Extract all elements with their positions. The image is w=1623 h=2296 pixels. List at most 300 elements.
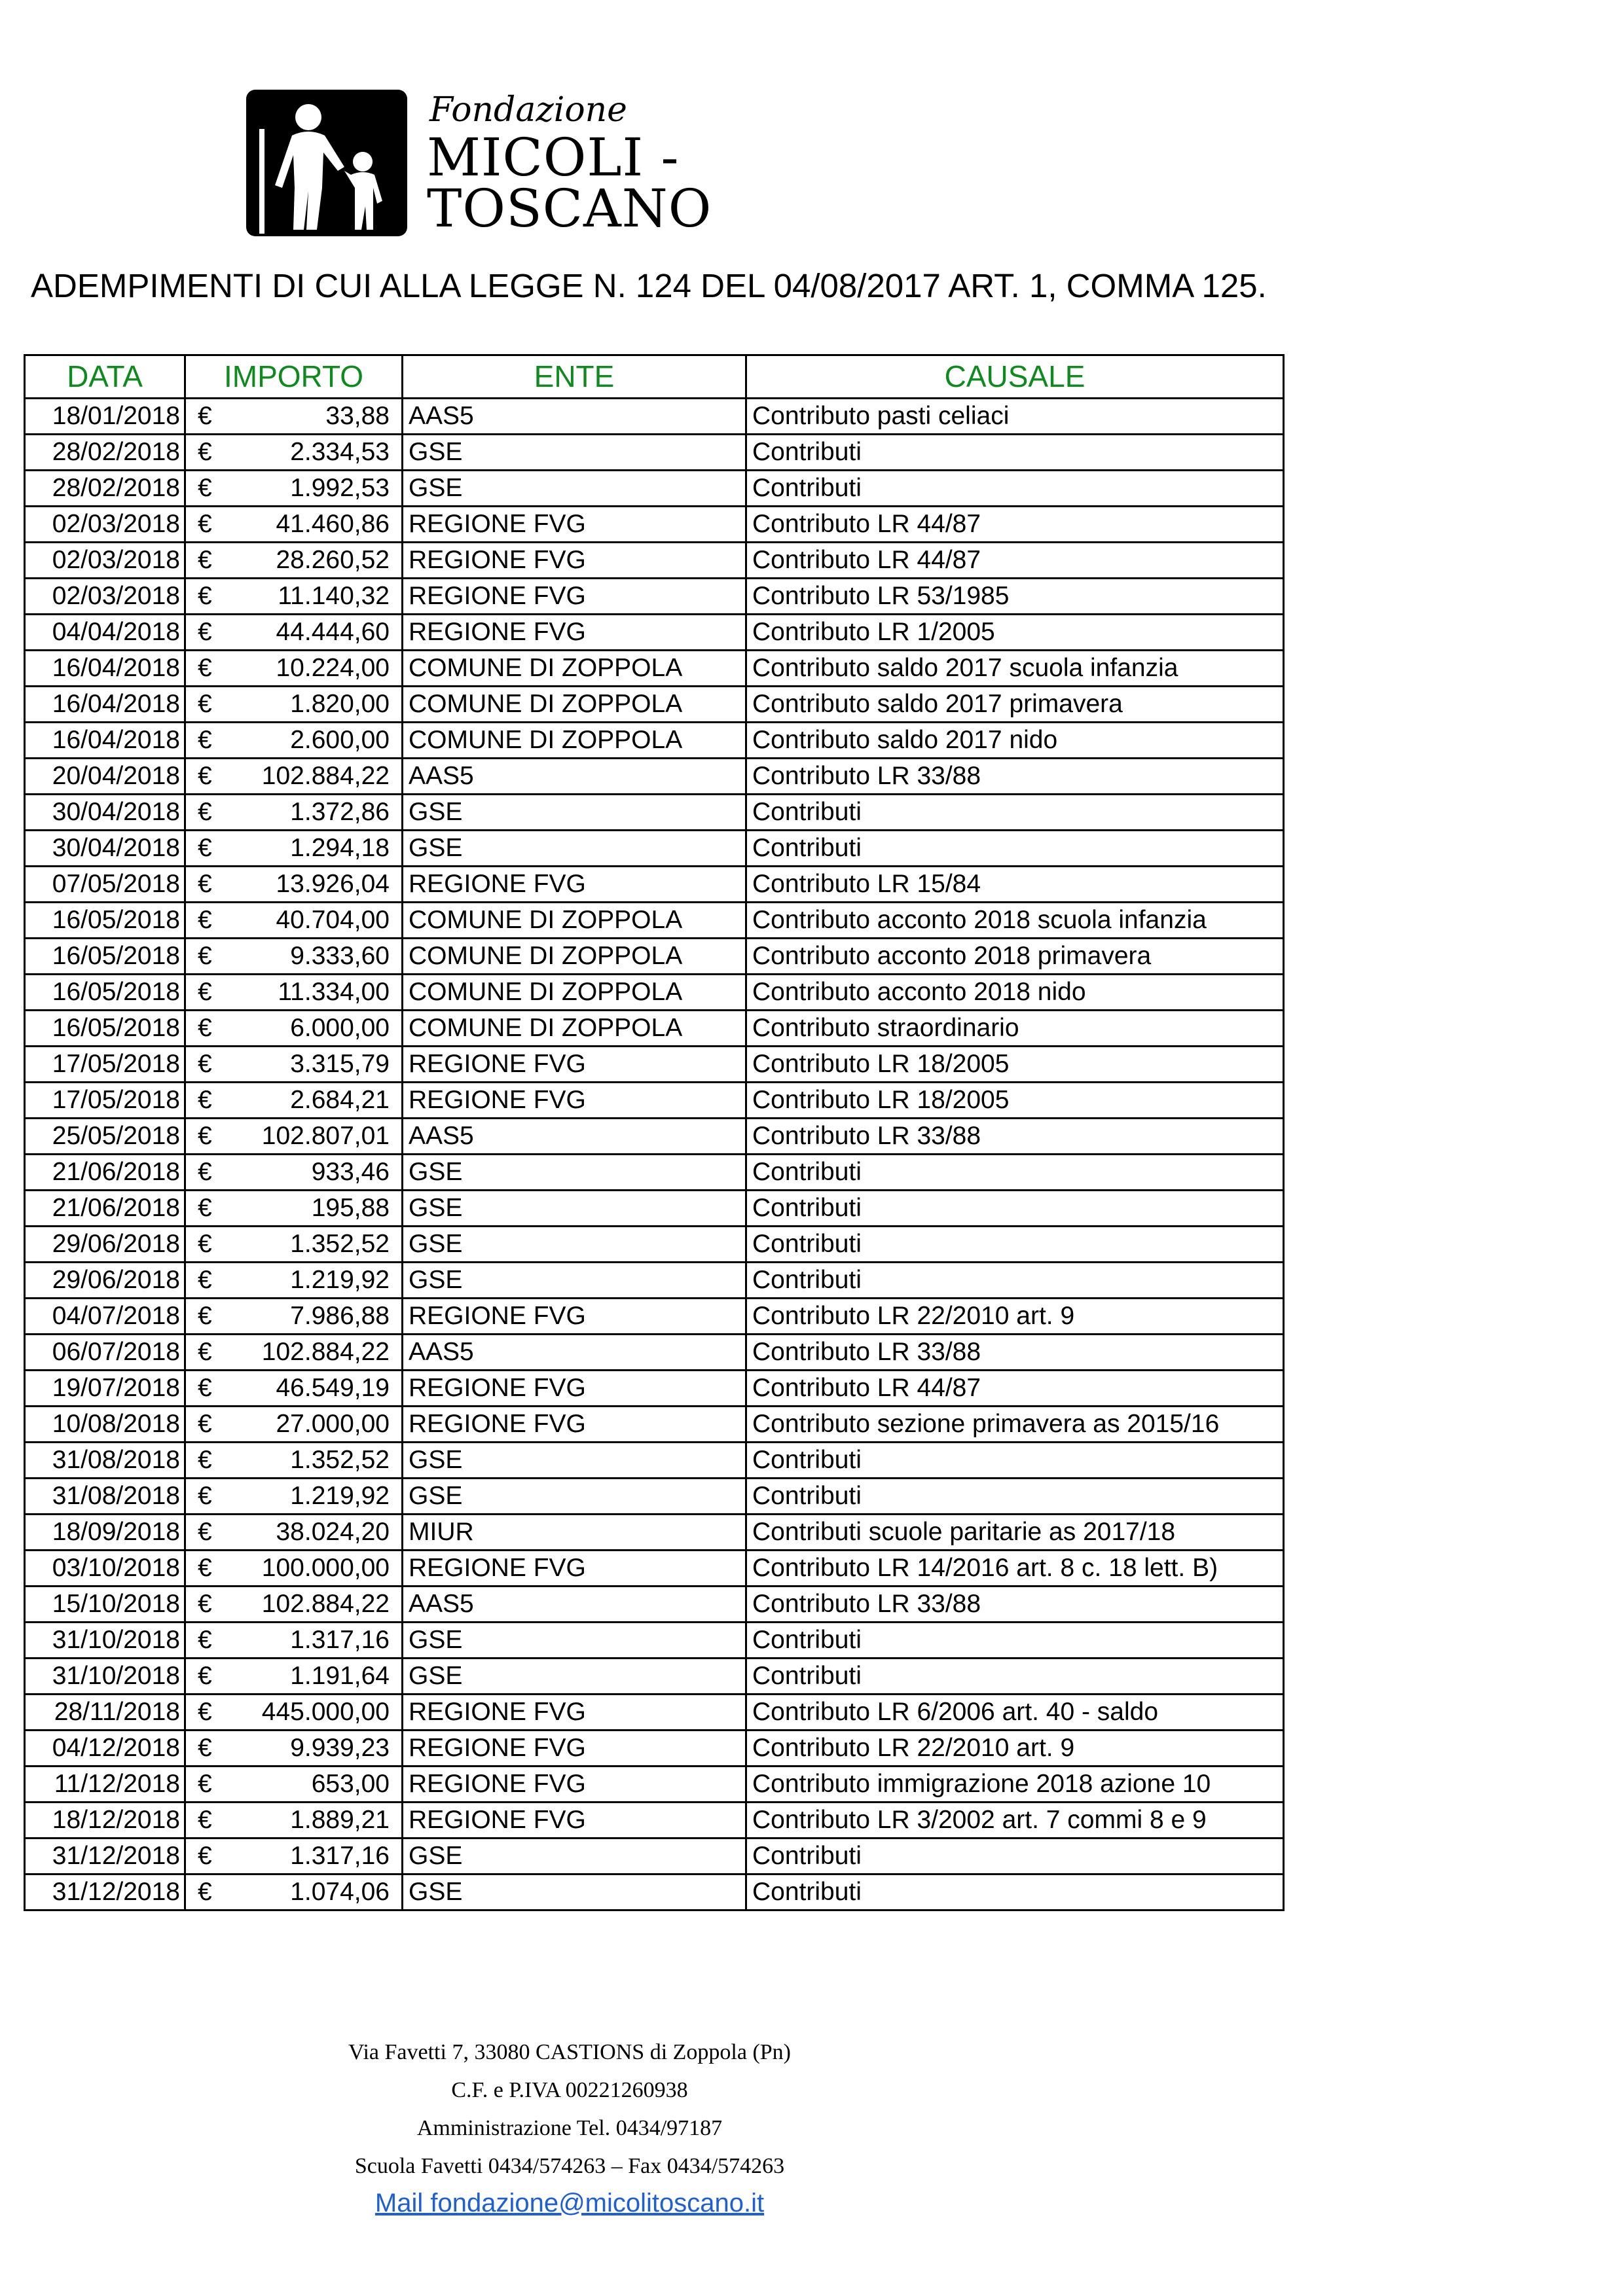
cell-date: 04/04/2018 (25, 615, 185, 651)
cell-amount (185, 1731, 403, 1767)
cell-amount (185, 1299, 403, 1335)
amount-value: 1.317,16 (290, 1626, 390, 1654)
document-title: ADEMPIMENTI DI CUI ALLA LEGGE N. 124 DEL 04/08/2017 ART. 1, COMMA 125. (31, 267, 1267, 304)
cell-amount (185, 1443, 403, 1479)
amount-value: 11.334,00 (278, 978, 390, 1006)
amount-value: 7.986,88 (290, 1302, 390, 1330)
cell-date: 31/10/2018 (25, 1659, 185, 1695)
cell-causale: Contributo LR 44/87 (746, 1371, 1284, 1407)
contributions-table (24, 354, 1285, 1911)
amount-value: 9.939,23 (290, 1734, 390, 1762)
cell-date: 29/06/2018 (25, 1263, 185, 1299)
cell-amount (185, 903, 403, 939)
currency-symbol: € (198, 618, 212, 646)
cell-causale: Contributi (746, 1443, 1284, 1479)
amount-value: 13.926,04 (276, 870, 390, 898)
currency-symbol: € (198, 1158, 212, 1186)
table-row (25, 579, 1284, 615)
cell-date: 31/12/2018 (25, 1839, 185, 1874)
cell-amount (185, 1191, 403, 1227)
table-row (25, 1839, 1284, 1874)
cell-ente: GSE (403, 1443, 746, 1479)
table-row (25, 543, 1284, 579)
table-row (25, 1011, 1284, 1047)
cell-causale: Contributo LR 33/88 (746, 759, 1284, 795)
cell-amount (185, 1407, 403, 1443)
cell-date: 19/07/2018 (25, 1371, 185, 1407)
cell-date: 04/12/2018 (25, 1731, 185, 1767)
cell-date: 03/10/2018 (25, 1551, 185, 1587)
currency-symbol: € (198, 1338, 212, 1366)
cell-causale: Contributo acconto 2018 nido (746, 975, 1284, 1011)
cell-ente: AAS5 (403, 759, 746, 795)
currency-symbol: € (198, 726, 212, 754)
cell-ente: REGIONE FVG (403, 1695, 746, 1731)
table-row (25, 975, 1284, 1011)
cell-ente: COMUNE DI ZOPPOLA (403, 723, 746, 759)
cell-date: 30/04/2018 (25, 795, 185, 831)
cell-causale: Contributo LR 15/84 (746, 867, 1284, 903)
cell-ente: REGIONE FVG (403, 507, 746, 543)
currency-symbol: € (198, 654, 212, 682)
cell-causale: Contributi (746, 1191, 1284, 1227)
amount-value: 2.334,53 (290, 438, 390, 466)
currency-symbol: € (198, 942, 212, 970)
cell-date: 31/12/2018 (25, 1874, 185, 1910)
cell-causale: Contributi (746, 435, 1284, 471)
table-row (25, 1047, 1284, 1083)
cell-amount (185, 435, 403, 471)
table-row (25, 507, 1284, 543)
footer-tax-id: C.F. e P.IVA 00221260938 (451, 2078, 688, 2102)
logo-text-micoli: MICOLI - (427, 127, 680, 188)
amount-value: 3.315,79 (290, 1050, 390, 1078)
cell-amount (185, 831, 403, 867)
currency-symbol: € (198, 1302, 212, 1330)
currency-symbol: € (198, 438, 212, 466)
cell-ente: COMUNE DI ZOPPOLA (403, 903, 746, 939)
cell-amount (185, 1371, 403, 1407)
currency-symbol: € (198, 690, 212, 718)
amount-value: 46.549,19 (276, 1374, 390, 1402)
currency-symbol: € (198, 798, 212, 826)
table-row (25, 1299, 1284, 1335)
amount-value: 100.000,00 (261, 1554, 390, 1582)
cell-ente: AAS5 (403, 399, 746, 435)
cell-ente: GSE (403, 1623, 746, 1659)
cell-ente: GSE (403, 1659, 746, 1695)
cell-ente: REGIONE FVG (403, 1551, 746, 1587)
cell-causale: Contributi (746, 1155, 1284, 1191)
cell-date: 21/06/2018 (25, 1191, 185, 1227)
table-row (25, 1659, 1284, 1695)
cell-causale: Contributo saldo 2017 primavera (746, 687, 1284, 723)
footer-school-phone-fax: Scuola Favetti 0434/574263 – Fax 0434/574263 (354, 2154, 785, 2178)
cell-causale: Contributi (746, 1874, 1284, 1910)
currency-symbol: € (198, 1194, 212, 1222)
cell-date: 02/03/2018 (25, 543, 185, 579)
cell-ente: COMUNE DI ZOPPOLA (403, 975, 746, 1011)
cell-date: 28/02/2018 (25, 471, 185, 507)
amount-value: 27.000,00 (276, 1410, 390, 1438)
cell-amount (185, 651, 403, 687)
currency-symbol: € (198, 1122, 212, 1150)
cell-date: 07/05/2018 (25, 867, 185, 903)
cell-ente: MIUR (403, 1515, 746, 1551)
table-row (25, 903, 1284, 939)
cell-ente: GSE (403, 1155, 746, 1191)
cell-date: 17/05/2018 (25, 1083, 185, 1119)
table-row (25, 435, 1284, 471)
cell-amount (185, 759, 403, 795)
column-header-ente: ENTE (403, 355, 746, 399)
currency-symbol: € (198, 906, 212, 934)
cell-date: 04/07/2018 (25, 1299, 185, 1335)
table-row (25, 795, 1284, 831)
table-row (25, 1119, 1284, 1155)
table-row (25, 759, 1284, 795)
amount-value: 1.219,92 (290, 1482, 390, 1510)
currency-symbol: € (198, 1374, 212, 1402)
column-header-date: DATA (25, 355, 185, 399)
cell-causale: Contributo saldo 2017 nido (746, 723, 1284, 759)
amount-value: 33,88 (325, 402, 390, 430)
footer-address: Via Favetti 7, 33080 CASTIONS di Zoppola (Pn) (348, 2040, 792, 2064)
cell-amount (185, 1515, 403, 1551)
amount-value: 38.024,20 (276, 1518, 390, 1546)
cell-ente: COMUNE DI ZOPPOLA (403, 687, 746, 723)
cell-causale: Contributo LR 1/2005 (746, 615, 1284, 651)
currency-symbol: € (198, 1626, 212, 1654)
cell-ente: REGIONE FVG (403, 1371, 746, 1407)
currency-symbol: € (198, 834, 212, 862)
cell-date: 28/11/2018 (25, 1695, 185, 1731)
table-row (25, 1479, 1284, 1515)
amount-value: 1.992,53 (290, 474, 390, 502)
cell-causale: Contributi (746, 471, 1284, 507)
cell-causale: Contributo acconto 2018 scuola infanzia (746, 903, 1284, 939)
table-row (25, 1587, 1284, 1623)
table-row (25, 399, 1284, 435)
cell-date: 16/04/2018 (25, 723, 185, 759)
amount-value: 6.000,00 (290, 1014, 390, 1042)
cell-amount (185, 1874, 403, 1910)
currency-symbol: € (198, 1734, 212, 1762)
cell-date: 31/10/2018 (25, 1623, 185, 1659)
cell-causale: Contributo saldo 2017 scuola infanzia (746, 651, 1284, 687)
amount-value: 653,00 (311, 1770, 390, 1798)
amount-value: 10.224,00 (276, 654, 390, 682)
cell-date: 20/04/2018 (25, 759, 185, 795)
table-row (25, 1515, 1284, 1551)
cell-causale: Contributo LR 33/88 (746, 1335, 1284, 1371)
cell-date: 16/04/2018 (25, 687, 185, 723)
amount-value: 9.333,60 (290, 942, 390, 970)
currency-symbol: € (198, 474, 212, 502)
cell-ente: AAS5 (403, 1587, 746, 1623)
cell-ente: REGIONE FVG (403, 1767, 746, 1803)
currency-symbol: € (198, 870, 212, 898)
cell-ente: GSE (403, 1874, 746, 1910)
cell-causale: Contributo LR 33/88 (746, 1119, 1284, 1155)
currency-symbol: € (198, 546, 212, 574)
currency-symbol: € (198, 1446, 212, 1474)
cell-ente: REGIONE FVG (403, 1731, 746, 1767)
logo-text-fondazione: Fondazione (429, 90, 627, 130)
logo-text-toscano: TOSCANO (427, 178, 712, 239)
amount-value: 40.704,00 (276, 906, 390, 934)
cell-causale: Contributo LR 14/2016 art. 8 c. 18 lett. B) (746, 1551, 1284, 1587)
amount-value: 1.294,18 (290, 834, 390, 862)
cell-date: 16/05/2018 (25, 939, 185, 975)
table-row (25, 1443, 1284, 1479)
table-row (25, 1335, 1284, 1371)
cell-causale: Contributo LR 44/87 (746, 507, 1284, 543)
currency-symbol: € (198, 762, 212, 790)
currency-symbol: € (198, 978, 212, 1006)
table-row (25, 1803, 1284, 1839)
cell-ente: REGIONE FVG (403, 579, 746, 615)
cell-ente: GSE (403, 1227, 746, 1263)
column-header-amount: IMPORTO (185, 355, 403, 399)
currency-symbol: € (198, 1266, 212, 1294)
cell-amount (185, 1155, 403, 1191)
cell-causale: Contributi (746, 795, 1284, 831)
table-row (25, 1263, 1284, 1299)
cell-ente: GSE (403, 1479, 746, 1515)
cell-ente: REGIONE FVG (403, 1083, 746, 1119)
table-row (25, 1191, 1284, 1227)
currency-symbol: € (198, 1050, 212, 1078)
cell-amount (185, 1011, 403, 1047)
table-row (25, 1874, 1284, 1910)
cell-date: 17/05/2018 (25, 1047, 185, 1083)
cell-amount (185, 1587, 403, 1623)
cell-ente: REGIONE FVG (403, 543, 746, 579)
table-row (25, 1623, 1284, 1659)
cell-ente: AAS5 (403, 1335, 746, 1371)
currency-symbol: € (198, 1878, 212, 1906)
table-body (25, 399, 1284, 1910)
table-row (25, 1155, 1284, 1191)
cell-causale: Contributo pasti celiaci (746, 399, 1284, 435)
cell-amount (185, 1767, 403, 1803)
cell-causale: Contributo LR 6/2006 art. 40 - saldo (746, 1695, 1284, 1731)
cell-causale: Contributi (746, 831, 1284, 867)
cell-date: 16/05/2018 (25, 903, 185, 939)
table-row (25, 1551, 1284, 1587)
cell-amount (185, 975, 403, 1011)
cell-date: 29/06/2018 (25, 1227, 185, 1263)
currency-symbol: € (198, 1230, 212, 1258)
cell-causale: Contributi (746, 1227, 1284, 1263)
cell-amount (185, 723, 403, 759)
table-row (25, 687, 1284, 723)
cell-amount (185, 615, 403, 651)
amount-value: 2.684,21 (290, 1086, 390, 1114)
table-row (25, 615, 1284, 651)
currency-symbol: € (198, 1482, 212, 1510)
cell-ente: COMUNE DI ZOPPOLA (403, 939, 746, 975)
cell-amount (185, 1659, 403, 1695)
cell-amount (185, 939, 403, 975)
cell-ente: GSE (403, 795, 746, 831)
cell-causale: Contributo LR 3/2002 art. 7 commi 8 e 9 (746, 1803, 1284, 1839)
cell-ente: GSE (403, 1263, 746, 1299)
cell-causale: Contributi (746, 1659, 1284, 1695)
amount-value: 1.372,86 (290, 798, 390, 826)
amount-value: 1.352,52 (290, 1230, 390, 1258)
cell-causale: Contributo LR 18/2005 (746, 1083, 1284, 1119)
cell-causale: Contributi (746, 1263, 1284, 1299)
amount-value: 11.140,32 (278, 582, 390, 610)
table-row (25, 471, 1284, 507)
currency-symbol: € (198, 1662, 212, 1690)
amount-value: 1.191,64 (290, 1662, 390, 1690)
cell-amount (185, 579, 403, 615)
cell-date: 11/12/2018 (25, 1767, 185, 1803)
amount-value: 933,46 (311, 1158, 390, 1186)
cell-date: 25/05/2018 (25, 1119, 185, 1155)
table-row (25, 1767, 1284, 1803)
cell-date: 02/03/2018 (25, 579, 185, 615)
cell-causale: Contributi (746, 1479, 1284, 1515)
cell-ente: AAS5 (403, 1119, 746, 1155)
amount-value: 1.074,06 (290, 1878, 390, 1906)
cell-amount (185, 1803, 403, 1839)
cell-amount (185, 795, 403, 831)
cell-amount (185, 471, 403, 507)
amount-value: 1.820,00 (290, 690, 390, 718)
amount-value: 2.600,00 (290, 726, 390, 754)
table-row (25, 1695, 1284, 1731)
cell-causale: Contributo LR 18/2005 (746, 1047, 1284, 1083)
table-row (25, 1083, 1284, 1119)
amount-value: 195,88 (311, 1194, 390, 1222)
cell-causale: Contributo straordinario (746, 1011, 1284, 1047)
cell-causale: Contributo acconto 2018 primavera (746, 939, 1284, 975)
cell-causale: Contributo sezione primavera as 2015/16 (746, 1407, 1284, 1443)
cell-amount (185, 1839, 403, 1874)
cell-amount (185, 1263, 403, 1299)
cell-ente: REGIONE FVG (403, 1407, 746, 1443)
cell-date: 18/09/2018 (25, 1515, 185, 1551)
cell-causale: Contributi scuole paritarie as 2017/18 (746, 1515, 1284, 1551)
table-row (25, 1731, 1284, 1767)
table-row (25, 939, 1284, 975)
amount-value: 41.460,86 (276, 510, 390, 538)
cell-date: 16/04/2018 (25, 651, 185, 687)
cell-ente: COMUNE DI ZOPPOLA (403, 651, 746, 687)
amount-value: 28.260,52 (276, 546, 390, 574)
cell-ente: GSE (403, 1191, 746, 1227)
currency-symbol: € (198, 1518, 212, 1546)
amount-value: 445.000,00 (261, 1698, 390, 1726)
cell-causale: Contributo immigrazione 2018 azione 10 (746, 1767, 1284, 1803)
cell-amount (185, 867, 403, 903)
cell-amount (185, 1083, 403, 1119)
amount-value: 1.889,21 (290, 1806, 390, 1834)
cell-ente: REGIONE FVG (403, 1803, 746, 1839)
currency-symbol: € (198, 1590, 212, 1618)
footer-admin-phone: Amministrazione Tel. 0434/97187 (416, 2116, 723, 2140)
currency-symbol: € (198, 1554, 212, 1582)
cell-amount (185, 1227, 403, 1263)
cell-date: 02/03/2018 (25, 507, 185, 543)
amount-value: 44.444,60 (276, 618, 390, 646)
cell-causale: Contributo LR 53/1985 (746, 579, 1284, 615)
cell-date: 31/08/2018 (25, 1443, 185, 1479)
cell-causale: Contributo LR 33/88 (746, 1587, 1284, 1623)
cell-date: 21/06/2018 (25, 1155, 185, 1191)
currency-symbol: € (198, 1014, 212, 1042)
foundation-logo (246, 90, 737, 239)
cell-amount (185, 1119, 403, 1155)
cell-ente: REGIONE FVG (403, 867, 746, 903)
cell-ente: GSE (403, 1839, 746, 1874)
cell-amount (185, 1695, 403, 1731)
cell-causale: Contributo LR 22/2010 art. 9 (746, 1731, 1284, 1767)
cell-ente: GSE (403, 435, 746, 471)
currency-symbol: € (198, 1842, 212, 1870)
cell-amount (185, 399, 403, 435)
cell-date: 18/12/2018 (25, 1803, 185, 1839)
table-row (25, 867, 1284, 903)
currency-symbol: € (198, 510, 212, 538)
cell-ente: GSE (403, 471, 746, 507)
cell-ente: GSE (403, 831, 746, 867)
cell-amount (185, 1479, 403, 1515)
cell-amount (185, 687, 403, 723)
currency-symbol: € (198, 1086, 212, 1114)
cell-causale: Contributi (746, 1839, 1284, 1874)
cell-amount (185, 507, 403, 543)
cell-date: 16/05/2018 (25, 975, 185, 1011)
currency-symbol: € (198, 1770, 212, 1798)
table-row (25, 651, 1284, 687)
currency-symbol: € (198, 1698, 212, 1726)
cell-date: 28/02/2018 (25, 435, 185, 471)
currency-symbol: € (198, 582, 212, 610)
cell-date: 06/07/2018 (25, 1335, 185, 1371)
cell-date: 18/01/2018 (25, 399, 185, 435)
column-header-causale: CAUSALE (746, 355, 1284, 399)
cell-ente: REGIONE FVG (403, 615, 746, 651)
cell-amount (185, 1551, 403, 1587)
amount-value: 1.317,16 (290, 1842, 390, 1870)
amount-value: 1.352,52 (290, 1446, 390, 1474)
cell-amount (185, 1623, 403, 1659)
cell-date: 15/10/2018 (25, 1587, 185, 1623)
amount-value: 1.219,92 (290, 1266, 390, 1294)
cell-amount (185, 1047, 403, 1083)
footer-email-link[interactable]: Mail fondazione@micolitoscano.it (374, 2189, 765, 2217)
table-row (25, 1371, 1284, 1407)
currency-symbol: € (198, 1410, 212, 1438)
cell-ente: REGIONE FVG (403, 1299, 746, 1335)
table-row (25, 723, 1284, 759)
table-row (25, 1407, 1284, 1443)
currency-symbol: € (198, 1806, 212, 1834)
adult-and-child-logo-icon (246, 90, 407, 236)
table-row (25, 1227, 1284, 1263)
cell-date: 31/08/2018 (25, 1479, 185, 1515)
table-row (25, 831, 1284, 867)
cell-ente: COMUNE DI ZOPPOLA (403, 1011, 746, 1047)
cell-ente: REGIONE FVG (403, 1047, 746, 1083)
currency-symbol: € (198, 402, 212, 430)
amount-value: 102.884,22 (261, 1590, 390, 1618)
